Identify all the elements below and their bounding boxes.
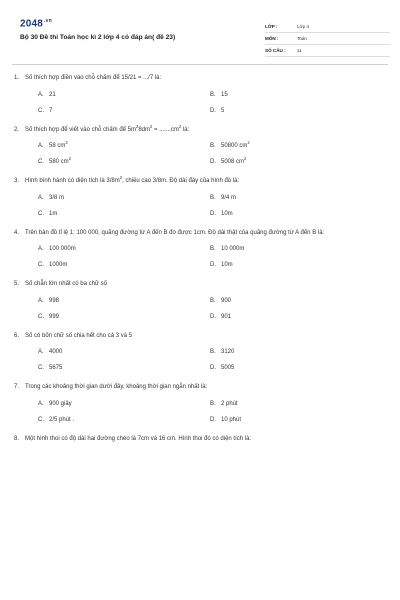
option-text: 998 (49, 297, 60, 304)
option-text: 5675 (49, 365, 63, 371)
answer-options (14, 401, 386, 423)
option-letter: B. (210, 400, 216, 407)
option-text: 9/4 m (221, 194, 237, 201)
option-text: 21 (49, 91, 56, 98)
option-text: 1000m (49, 262, 68, 268)
option-letter: C. (38, 313, 44, 320)
option-letter: A. (38, 194, 44, 201)
superscript: 2 (68, 156, 72, 161)
answer-option-b[interactable] (210, 298, 382, 304)
option-text (221, 156, 247, 165)
site-logo[interactable] (20, 18, 52, 29)
option-letter: D. (210, 107, 216, 114)
answer-option-b[interactable] (210, 401, 382, 407)
question-text: Số chẵn lớn nhất có ba chữ số (25, 281, 108, 287)
question-text (25, 177, 386, 186)
option-letter: C. (38, 262, 44, 268)
question-4 (14, 229, 386, 269)
option-letter: C. (38, 107, 44, 114)
text-fragment: , chiều cao 3/8m. Độ dài đáy của hình đó là: (122, 178, 240, 184)
question-stem (14, 123, 386, 135)
question-text (25, 123, 386, 135)
text-fragment: 50800 cm (221, 143, 248, 149)
answer-option-b[interactable] (210, 246, 382, 252)
meta-row-count (265, 45, 390, 57)
superscript: 2 (247, 140, 250, 145)
meta-value: Lớp 4 (297, 24, 309, 29)
meta-label: SỐ CÂU : (265, 48, 286, 53)
answer-option-b[interactable] (210, 195, 382, 201)
option-text: 901 (221, 313, 232, 320)
question-stem (14, 280, 386, 289)
text-fragment: 5008 cm (221, 159, 245, 165)
option-letter: C. (38, 365, 44, 371)
answer-option-a[interactable] (38, 298, 210, 304)
option-text (49, 140, 68, 149)
option-letter: C. (38, 416, 44, 423)
option-text: 7 (49, 107, 53, 114)
logo-suffix: .vn (44, 18, 52, 24)
answer-option-a[interactable] (38, 195, 210, 201)
question-text: Trong các khoảng thời gian dưới đây, khoảng thời gian ngắn nhất là: (25, 384, 208, 390)
meta-label: LỚP : (265, 24, 278, 29)
question-text: Số có bốn chữ số chia hết cho cả 3 và 5 (25, 332, 133, 339)
option-text: 1m (49, 210, 58, 217)
answer-option-a[interactable] (38, 349, 210, 355)
option-text: 5 (221, 107, 225, 114)
option-letter: D. (210, 416, 216, 423)
option-letter: B. (210, 91, 216, 98)
answer-option-c[interactable] (38, 314, 210, 320)
option-letter: A. (38, 246, 44, 252)
question-number: 6. (14, 332, 20, 339)
text-fragment: Hình bình hành có diện tích là 3/8m (25, 178, 120, 184)
superscript: 2 (244, 156, 247, 161)
question-number: 1. (14, 75, 20, 81)
option-text: 100 000m (49, 246, 76, 252)
answer-option-c[interactable] (38, 365, 210, 371)
option-text: 10m (221, 210, 233, 217)
option-text: 999 (49, 313, 60, 320)
question-list (14, 74, 386, 455)
header-divider (12, 64, 388, 65)
answer-options (14, 349, 386, 371)
answer-option-c[interactable] (38, 262, 210, 268)
question-text: Một hình thoi có độ dài hai đường chéo là 7cm và 16 cm. Hình thoi đó có diện tích là: (25, 435, 252, 442)
document-header (12, 10, 390, 60)
option-letter: D. (210, 262, 216, 268)
question-stem (14, 332, 386, 341)
option-letter: D. (210, 365, 216, 371)
question-number: 3. (14, 178, 20, 184)
superscript: 2 (150, 123, 153, 129)
option-letter: D. (210, 159, 216, 165)
option-text: 3120 (221, 349, 235, 355)
option-text: 10m (221, 262, 233, 268)
meta-value: 11 (297, 48, 302, 53)
answer-option-c[interactable] (38, 156, 210, 165)
option-text: 5005 (221, 365, 235, 371)
question-number: 7. (14, 384, 20, 390)
option-letter: B. (210, 349, 216, 355)
option-text: 900 (221, 297, 232, 304)
answer-option-d[interactable] (210, 365, 382, 371)
answer-options (14, 246, 386, 268)
answer-options (14, 140, 386, 165)
answer-option-d[interactable] (210, 417, 382, 423)
option-letter: B. (210, 143, 216, 149)
option-text: 10 phút (221, 416, 242, 423)
option-text (49, 156, 72, 165)
option-letter: B. (210, 246, 216, 252)
option-text: 3/8 m (49, 194, 65, 201)
question-number: 4. (14, 229, 20, 236)
question-number: 5. (14, 281, 20, 287)
document-title: Bộ 30 Đề thi Toán học kì 2 lớp 4 có đáp án( đề 23) (20, 34, 176, 41)
meta-label: MÔN : (265, 36, 279, 41)
logo-text: 2048 (20, 18, 44, 30)
option-letter: A. (38, 349, 44, 355)
option-text: 10 000m (221, 246, 245, 252)
answer-option-d[interactable] (210, 262, 382, 268)
meta-value: Toán (297, 36, 307, 41)
answer-options (14, 92, 386, 114)
answer-option-b[interactable] (210, 92, 382, 98)
question-1 (14, 74, 386, 114)
superscript: 2 (178, 123, 182, 129)
question-5 (14, 280, 386, 320)
question-6 (14, 332, 386, 372)
option-text: 900 giây (49, 400, 72, 407)
meta-info (265, 21, 390, 57)
option-letter: D. (210, 313, 216, 320)
answer-option-d[interactable] (210, 156, 382, 165)
option-text (221, 140, 250, 149)
question-2 (14, 123, 386, 166)
question-text: Trên bản đồ tỉ lệ 1: 100 000, quãng đường từ A đến B đo được 1cm. Độ dài thật của quãng đường từ A đến B là: (25, 229, 325, 236)
superscript: 2 (136, 123, 139, 129)
question-stem (14, 74, 386, 83)
question-stem (14, 435, 386, 444)
answer-option-a[interactable] (38, 92, 210, 98)
answer-option-d[interactable] (210, 314, 382, 320)
option-letter: D. (210, 210, 216, 217)
question-8 (14, 435, 386, 444)
superscript: 2 (119, 175, 123, 180)
text-fragment: = .......cm (152, 126, 179, 133)
meta-row-class (265, 21, 390, 33)
text-fragment: 58 cm (49, 143, 66, 149)
answer-options (14, 298, 386, 320)
question-stem (14, 229, 386, 238)
text-fragment: 580 cm (49, 159, 69, 165)
option-text: 4000 (49, 349, 63, 355)
answer-option-a[interactable] (38, 401, 210, 407)
text-fragment: 8dm (138, 126, 151, 133)
answer-option-a[interactable] (38, 140, 210, 149)
option-letter: A. (38, 143, 44, 149)
text-fragment: Số thích hợp để viết vào chỗ chấm để 5m (25, 126, 136, 133)
superscript: 2 (65, 140, 68, 145)
question-3 (14, 177, 386, 217)
answer-option-d[interactable] (210, 108, 382, 114)
question-7 (14, 383, 386, 423)
answer-option-c[interactable] (38, 108, 210, 114)
option-letter: B. (210, 194, 216, 201)
answer-option-a[interactable] (38, 246, 210, 252)
question-stem (14, 177, 386, 186)
option-letter: B. (210, 297, 216, 304)
option-letter: C. (38, 159, 44, 165)
option-letter: A. (38, 297, 44, 304)
option-text: 15 (221, 91, 228, 98)
question-text: Số thích hợp điền vào chỗ chấm để 15/21 = .../7 là: (25, 75, 162, 81)
text-fragment: là: (181, 126, 190, 133)
option-text: 2 phút (221, 400, 238, 407)
question-number: 8. (14, 435, 20, 442)
option-letter: A. (38, 400, 44, 407)
meta-row-subject (265, 33, 390, 45)
answer-option-b[interactable] (210, 140, 382, 149)
question-number: 2. (14, 126, 20, 133)
question-stem (14, 383, 386, 392)
option-letter: C. (38, 210, 44, 217)
answer-option-d[interactable] (210, 211, 382, 217)
option-letter: A. (38, 91, 44, 98)
answer-option-b[interactable] (210, 349, 382, 355)
answer-option-c[interactable] (38, 417, 210, 423)
answer-options (14, 195, 386, 217)
answer-option-c[interactable] (38, 211, 210, 217)
option-text: 2/5 phút . (49, 416, 75, 423)
